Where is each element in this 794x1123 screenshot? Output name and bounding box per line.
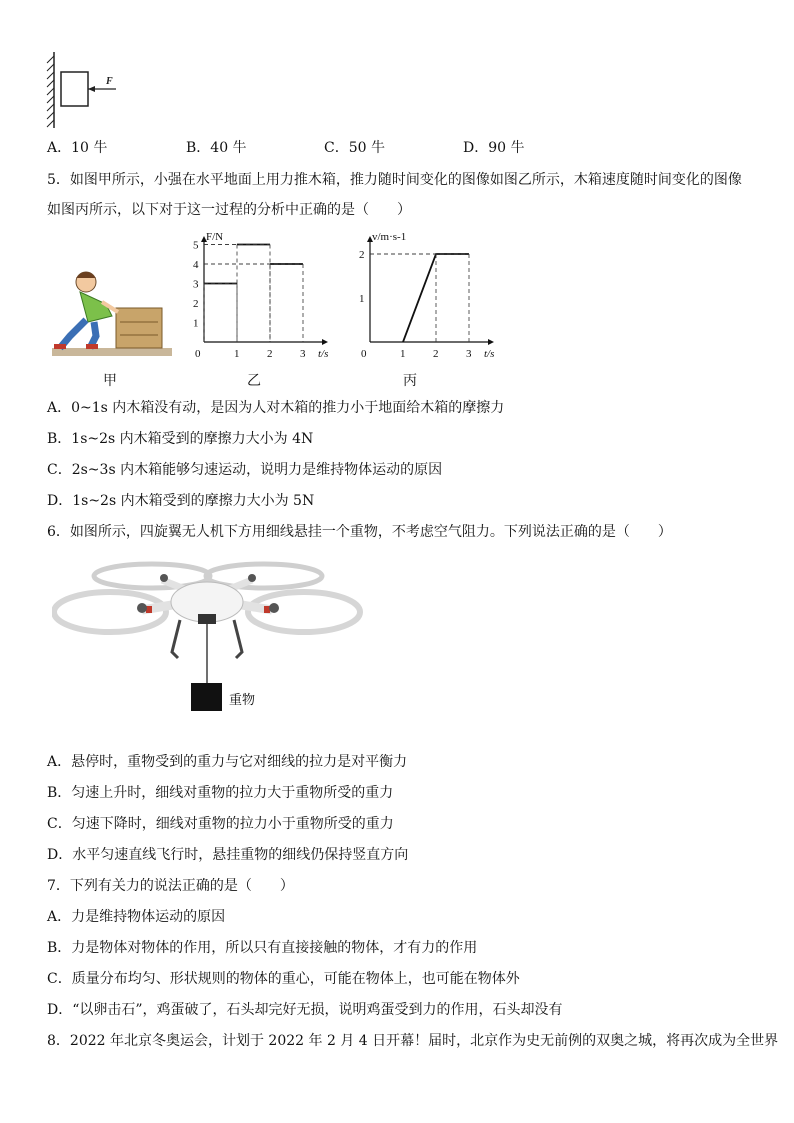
q4-option-c[interactable]: C．50 牛 [324, 140, 385, 156]
q5-stem-line1: 5．如图甲所示，小强在水平地面上用力推木箱，推力随时间变化的图像如图乙所示，木箱速度随时间变化的图像 [47, 172, 742, 188]
q6-option-c[interactable]: C．匀速下降时，细线对重物的拉力小于重物所受的重力 [47, 816, 394, 832]
boy-pushing-box-illustration [50, 264, 174, 360]
x-tick-label: 1 [234, 348, 240, 360]
y-tick-label: 5 [193, 239, 199, 252]
hanging-weight [191, 683, 222, 711]
x-axis-label: t/s [484, 348, 495, 360]
q7-option-d[interactable]: D．“以卵击石”，鸡蛋破了，石头却完好无损，说明鸡蛋受到力的作用，石头却没有 [47, 1002, 563, 1018]
x-axis-arrow [322, 339, 328, 345]
y-tick-label: 1 [193, 317, 199, 330]
q5-option-a[interactable]: A．0~1s 内木箱没有动，是因为人对木箱的推力小于地面给木箱的摩擦力 [47, 400, 505, 416]
q4-options [47, 139, 525, 157]
x-tick-label: 3 [466, 348, 472, 360]
x-axis-label: t/s [318, 348, 329, 360]
caption-bing: 丙 [403, 373, 417, 389]
force-time-plot [193, 231, 328, 360]
y-axis-label: F/N [206, 231, 224, 243]
y-tick-label: 4 [193, 259, 199, 271]
q5-stem-line2: 如图丙所示，以下对于这一过程的分析中正确的是（ ） [47, 202, 411, 218]
q5-option-b[interactable]: B．1s~2s 内木箱受到的摩擦力大小为 4N [47, 431, 314, 447]
q7-option-b[interactable]: B．力是物体对物体的作用，所以只有直接接触的物体，才有力的作用 [47, 940, 478, 956]
q4-option-a[interactable]: A．10 牛 [47, 140, 108, 156]
x-tick-label: 2 [433, 348, 439, 360]
q7-option-a[interactable]: A．力是维持物体运动的原因 [47, 909, 226, 925]
wall-block-figure [40, 48, 140, 132]
quadcopter-drone-illustration [52, 552, 364, 714]
x-tick-label: 0 [361, 348, 367, 360]
velocity-time-plot [359, 231, 494, 360]
q6-option-a[interactable]: A．悬停时，重物受到的重力与它对细线的拉力是对平衡力 [47, 754, 408, 770]
y-tick-label: 2 [359, 249, 365, 261]
force-time-chart [190, 226, 340, 366]
velocity-time-chart [356, 226, 506, 366]
caption-yi: 乙 [247, 373, 261, 389]
force-label: F [106, 76, 113, 87]
q6-option-d[interactable]: D．水平匀速直线飞行时，悬挂重物的细线仍保持竖直方向 [47, 847, 409, 863]
y-tick-label: 2 [193, 298, 199, 310]
q8-stem: 8．2022 年北京冬奥运会，计划于 2022 年 2 月 4 日开幕！届时，北京作为史无前例的双奥之城，将再次成为全世界 [47, 1033, 779, 1049]
x-axis-arrow [488, 339, 494, 345]
q7-stem: 7．下列有关力的说法正确的是（ ） [47, 878, 294, 894]
y-tick-label: 3 [193, 278, 199, 291]
weight-label: 重物 [229, 693, 256, 708]
x-tick-label: 1 [400, 348, 406, 360]
x-tick-label: 0 [195, 348, 201, 360]
q4-option-b[interactable]: B．40 牛 [186, 140, 247, 156]
q5-option-c[interactable]: C．2s~3s 内木箱能够匀速运动，说明力是维持物体运动的原因 [47, 462, 443, 478]
q6-stem: 6．如图所示，四旋翼无人机下方用细线悬挂一个重物，不考虑空气阻力。下列说法正确的是（ ） [47, 524, 672, 540]
y-tick-label: 1 [359, 293, 365, 305]
y-axis-label: v/m·s-1 [372, 231, 407, 243]
q5-option-d[interactable]: D．1s~2s 内木箱受到的摩擦力大小为 5N [47, 493, 315, 509]
caption-jia: 甲 [103, 373, 117, 389]
x-tick-label: 3 [300, 348, 306, 360]
q4-option-d[interactable]: D．90 牛 [463, 140, 525, 156]
q7-option-c[interactable]: C．质量分布均匀、形状规则的物体的重心，可能在物体上，也可能在物体外 [47, 971, 520, 987]
x-tick-label: 2 [267, 348, 273, 360]
q6-option-b[interactable]: B．匀速上升时，细线对重物的拉力大于重物所受的重力 [47, 785, 394, 801]
